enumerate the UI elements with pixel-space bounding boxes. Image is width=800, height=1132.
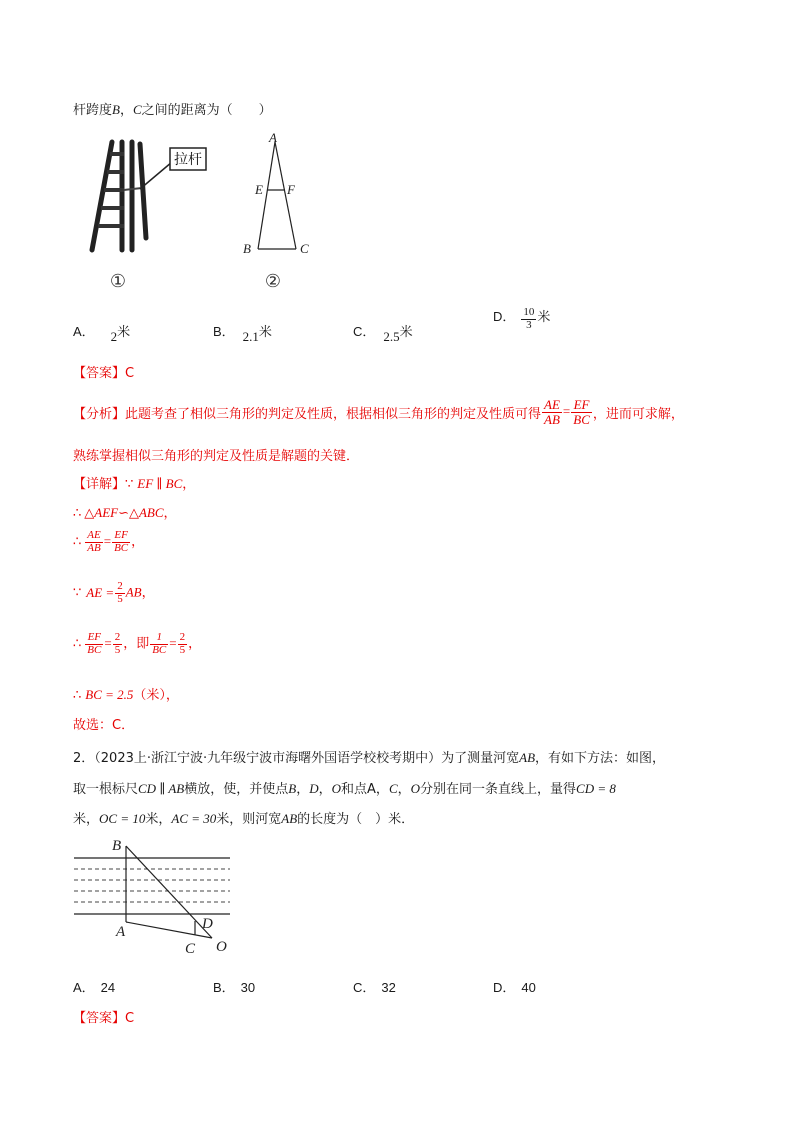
detail-fraction: $\frac{2}{5}$ [179,631,186,656]
q1-option-d[interactable] [493,307,550,331]
q1-intro-text: 杆跨度 [73,103,113,118]
option-letter: C． [353,324,376,339]
river-point-a: A [116,924,126,940]
q1-analysis-line2: 熟练掌握相似三角形的判定及性质是解题的关键． [73,449,360,464]
option-value: 24 [100,980,116,995]
option-letter: B． [213,980,235,995]
q1-detail-line4: ∵ AE = $\frac{2}{5}$ AB， [73,580,155,605]
option-unit: 米 [258,325,272,340]
option-value: 2.5 [383,329,400,344]
option-value: 2 [110,329,118,344]
river-point-c: C [185,941,196,957]
detail-fraction: $\frac{1}{BC}$ [152,631,167,656]
river-figure [70,836,240,960]
q2-option-a[interactable] [73,977,115,996]
option-unit: 米 [117,325,131,340]
river-point-b: B [112,838,122,854]
q1-option-a[interactable] [73,321,131,344]
ladder-figure [80,132,220,292]
q1-detail-line2: ∴ △AEF∽△ABC， [73,505,177,521]
option-value: 2.1 [242,329,259,344]
analysis-fraction-1: $\frac{AE}{AB}$ [544,397,560,427]
tri-point-a: A [269,132,277,145]
option-letter: C． [353,980,376,995]
detail-fraction: $\frac{2}{5}$ [117,580,123,605]
q1-option-c[interactable] [353,321,413,344]
q1-intro-c: C [132,102,142,117]
q2-answer: 【答案】C [73,1011,135,1026]
q1-intro-b: B [112,102,120,117]
detail-fraction: $\frac{2}{5}$ [114,631,121,656]
triangle-figure [235,132,335,292]
q1-detail-line3: ∴ $\frac{AE}{AB}$ = $\frac{EF}{BC}$ ， [73,529,145,554]
q2-option-d[interactable] [493,977,536,996]
tri-point-c: C [300,241,309,256]
q2-line2: 取一根标尺CD ∥ AB横放，使，并使点B，D，O和点A，C，O分别在同一条直线上，量得CD = 8 [73,781,616,797]
detail-fraction: $\frac{EF}{BC}$ [87,631,102,656]
option-fraction: $\frac{10}{3}$ [523,306,535,331]
option-letter: A． [73,980,95,995]
option-value: 40 [521,980,536,995]
option-letter: D． [493,308,516,324]
q2-line1: 2．（2023上·浙江宁波·九年级宁波市海曙外国语学校校考期中）为了测量河宽AB，有如下方法：如图， [73,750,666,766]
option-unit: 米 [537,309,551,325]
q2-option-b[interactable] [213,977,255,996]
detail-fraction: $\frac{AE}{AB}$ [87,529,101,554]
option-value: 32 [381,980,396,995]
option-value: 30 [240,980,256,995]
analysis-fraction-2: $\frac{EF}{BC}$ [573,397,590,427]
option-unit: 米 [399,325,413,340]
q2-line3: 米，OC = 10米，AC = 30米，则河宽AB的长度为（ ）米． [73,811,415,827]
q1-intro [73,99,272,118]
detail-fraction: $\frac{EF}{BC}$ [114,529,129,554]
q1-conclusion: 故选：C． [73,718,135,733]
figure2-label: ② [264,271,282,292]
ladder-tag: 拉杆 [174,152,202,168]
q1-detail-line6: ∴ BC = 2.5（米）， [73,687,179,703]
q1-analysis: 【分析】此题考查了相似三角形的判定及性质，根据相似三角形的判定及性质可得 $\frac{AE}{AB}$ = $\frac{EF}{BC}$ ，进而可求解， [73,397,684,427]
river-point-o: O [216,939,227,955]
river-point-d: D [202,916,213,932]
option-letter: D． [493,980,516,995]
q1-detail-line5: ∴ $\frac{EF}{BC}$ = $\frac{2}{5}$ ，即 $\frac{1}{BC}$ = $\frac{2}{5}$ ， [73,631,202,656]
q1-answer: 【答案】C [73,366,135,381]
q1-intro-end: 之间的距离为（ ） [141,103,272,118]
option-letter: A． [73,324,95,339]
q1-option-b[interactable] [213,321,272,344]
q2-option-c[interactable] [353,977,396,996]
q1-detail-line1: 【详解】∵ EF ∥ BC， [73,476,196,492]
tri-point-f: F [287,182,295,197]
option-letter: B． [213,324,235,339]
figure1-label: ① [109,271,127,292]
tri-point-b: B [243,241,251,256]
tri-point-e: E [255,182,263,197]
q1-intro-sep: ， [119,103,133,118]
